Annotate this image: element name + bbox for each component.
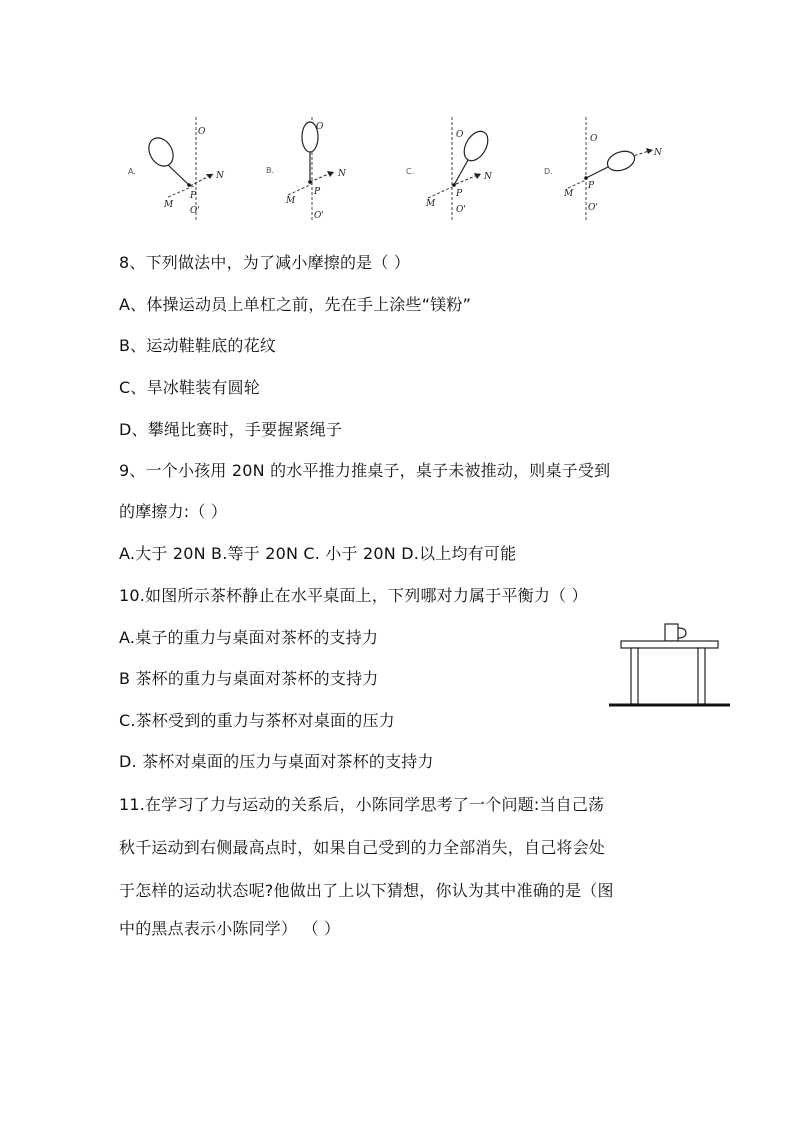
label-p-b: P	[314, 187, 321, 197]
label-o-d: O	[590, 134, 598, 144]
q9-stem-line1: 9、一个小孩用 20N 的水平推力推桌子，桌子未被推动，则桌子受到	[119, 461, 611, 480]
q11-stem-line1: 11.在学习了力与运动的关系后，小陈同学思考了一个问题:当自己荡	[119, 795, 605, 814]
figure-c	[400, 112, 540, 227]
label-m-b: M	[286, 196, 296, 206]
label-p-c: P	[456, 189, 463, 199]
q10-stem: 10.如图所示茶杯静止在水平桌面上，下列哪对力属于平衡力（ ）	[119, 586, 588, 605]
q8-stem: 8、下列做法中，为了减小摩擦的是（ ）	[119, 253, 411, 272]
label-m-d: M	[564, 189, 574, 199]
option-letter-b: B.	[266, 166, 275, 175]
label-p-a: P	[190, 191, 197, 201]
label-o-b: O	[316, 122, 324, 132]
figure-d	[542, 112, 702, 227]
label-o-a: O	[198, 127, 206, 137]
label-o2-b: O'	[314, 211, 324, 221]
label-m-c: M	[426, 199, 436, 209]
option-letter-c: C.	[406, 167, 415, 176]
label-o2-c: O'	[456, 205, 466, 215]
table-leg-left	[631, 648, 638, 704]
label-n-c: N	[484, 172, 492, 182]
label-n-d: N	[654, 148, 662, 158]
label-o2-a: O'	[190, 206, 200, 216]
label-n-b: N	[338, 169, 346, 179]
q10-option-d: D. 茶杯对桌面的压力与桌面对茶杯的支持力	[119, 752, 434, 771]
label-o2-d: O'	[588, 203, 598, 213]
q10-option-a: A.桌子的重力与桌面对茶杯的支持力	[119, 628, 379, 647]
q11-stem-line2: 秋千运动到右侧最高点时，如果自己受到的力全部消失，自己将会处	[119, 838, 606, 857]
label-p-d: P	[588, 181, 595, 191]
table-cup-figure	[606, 618, 732, 710]
option-letter-a: A.	[128, 167, 136, 176]
label-n-a: N	[216, 171, 224, 181]
label-m-a: M	[164, 200, 174, 210]
figure-b	[258, 112, 398, 227]
table-leg-right	[698, 648, 705, 704]
q10-option-b: B 茶杯的重力与桌面对茶杯的支持力	[119, 669, 379, 688]
q8-option-a: A、体操运动员上单杠之前，先在手上涂些“镁粉”	[119, 295, 472, 314]
table-top	[621, 641, 718, 648]
q9-options: A.大于 20N B.等于 20N C. 小于 20N D.以上均有可能	[119, 544, 517, 563]
q9-stem-line2: 的摩擦力:（ ）	[119, 502, 228, 521]
figure-a	[118, 112, 258, 227]
cup	[665, 624, 678, 641]
q11-stem-line3: 于怎样的运动状态呢?他做出了上以下猜想，你认为其中准确的是（图	[119, 881, 614, 900]
option-figures-row	[118, 112, 718, 227]
q8-option-b: B、运动鞋鞋底的花纹	[119, 336, 276, 355]
label-o-c: O	[456, 130, 464, 140]
q11-stem-line4: 中的黑点表示小陈同学） （ ）	[119, 919, 341, 938]
q10-option-c: C.茶杯受到的重力与茶杯对桌面的压力	[119, 711, 395, 730]
q8-option-d: D、攀绳比赛时，手要握紧绳子	[119, 420, 343, 439]
option-letter-d: D.	[544, 167, 553, 176]
q8-option-c: C、旱冰鞋装有圆轮	[119, 378, 260, 397]
